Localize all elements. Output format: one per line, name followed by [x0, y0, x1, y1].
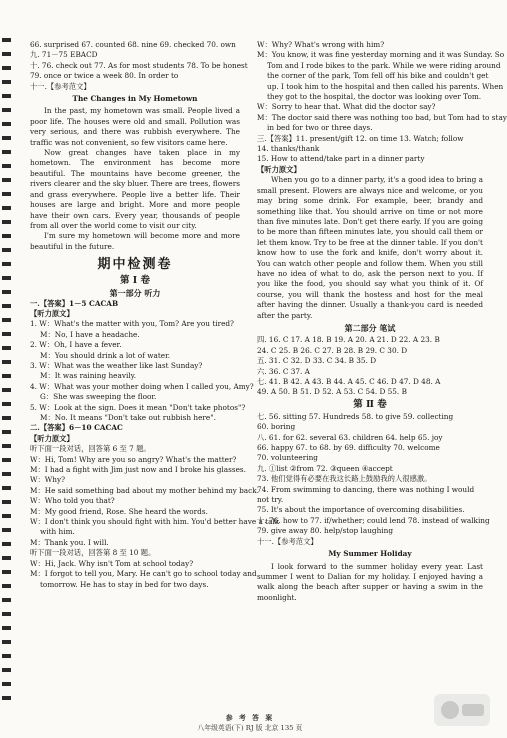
binding-mark [2, 80, 11, 84]
left-lines-line: 66. surprised 67. counted 68. nine 69. checked 70. own [30, 40, 236, 49]
listening-passage: When you go to a dinner party, it's a good idea to bring a small present. Flowers are always nice and welcome, or you may bring some drink. For example, beer, brandy and something like that. You should arrive on time or not more than five minutes late. Don't get there early. If you are going to be more than fifteen minutes late, you should call them or let them know. Try to be free at the dinner table. If you don't know how to use the fork and knife, don't worry about it. You can watch other people and follow them. When you still have no idea of what to do, ask the person next to you. If you like the food, you should say what you think of it. Of course, you will thank the hostess and host for the meal after having the dinner. Usually a thank-you card is needed after the party. [257, 175, 483, 320]
right-answers2-line: 七. 56. sitting 57. Hundreds 58. to give 59. collecting [257, 411, 454, 421]
binding-mark [2, 570, 11, 574]
binding-mark [2, 430, 11, 434]
binding-mark [2, 556, 11, 560]
binding-mark [2, 290, 11, 294]
binding-mark [2, 640, 11, 644]
left-listen-line: M：It was raining heavily. [40, 371, 137, 381]
binding-mark [2, 108, 11, 112]
left-listen-line: M：You should drink a lot of water. [40, 350, 171, 360]
left-listen-line: M：I forgot to tell you, Mary. He can't go to school today and [30, 569, 257, 579]
right-column [257, 40, 507, 603]
right-lines-line: 三.【答案】11. present/gift 12. on time 13. Watch; follow [257, 133, 464, 143]
right-answers2-line: 十一.【参考范文】 [257, 536, 318, 546]
binding-mark [2, 682, 11, 686]
binding-mark [2, 178, 11, 182]
binding-margin [0, 0, 15, 738]
left-listen-line: 【听力原文】 [30, 308, 74, 318]
left-listen-line: 2. W：Oh, I have a fever. [30, 340, 122, 350]
left-listen-line: W：I don't think you should fight with him. You'd better have a talk [30, 517, 280, 527]
binding-mark [2, 612, 11, 616]
right-answers2-line: 74. From swimming to dancing, there was nothing I would [257, 484, 475, 494]
binding-mark [2, 696, 11, 700]
left-listen-line: M：He said something bad about my mother behind my back. [30, 485, 259, 495]
right-lines-line: up. I took him to the hospital and then called his parents. When [267, 81, 504, 91]
binding-mark [2, 374, 11, 378]
volume-title-2: 第 Ⅱ 卷 [353, 398, 387, 410]
essay-title-2: My Summer Holiday [328, 549, 412, 559]
part-title-2: 第二部分 笔试 [344, 322, 396, 333]
right-lines-line: 15. How to attend/take part in a dinner party [257, 154, 425, 164]
binding-mark [2, 150, 11, 154]
binding-mark [2, 402, 11, 406]
left-lines-line: 十一.【参考范文】 [30, 81, 91, 91]
binding-mark [2, 38, 11, 42]
left-listen-line: 【听力原文】 [30, 433, 74, 443]
binding-mark [2, 122, 11, 126]
binding-mark [2, 206, 11, 210]
right-answers2-line: 73. 他们觉得有必要在我这长路上鼓励我的人很感激。 [257, 474, 432, 484]
exam-title: 期中检测卷 [97, 257, 173, 273]
binding-mark [2, 332, 11, 336]
left-listen-line: tomorrow. He has to stay in bed for two days. [40, 579, 209, 589]
binding-mark [2, 248, 11, 252]
page-footer [0, 713, 500, 734]
footer-caption: 参 考 答 案 [225, 714, 275, 722]
right-answers-line: 四. 16. C 17. A 18. B 19. A 20. A 21. D 22. A 23. B [257, 335, 440, 345]
right-answers-line: 24. C 25. B 26. C 27. B 28. B 29. C 30. D [257, 345, 408, 355]
left-lines-line: 九. 71－75 EBACD [30, 50, 98, 60]
binding-mark [2, 234, 11, 238]
left-listen-line: M：Thank you. I will. [30, 537, 109, 547]
binding-mark [2, 262, 11, 266]
essay-paragraph: I'm sure my hometown will become more and more beautiful in the future. [30, 231, 240, 251]
right-lines-line: Tom and I rode bikes to the park. While we were riding around [267, 60, 501, 70]
binding-mark [2, 584, 11, 588]
binding-mark [2, 360, 11, 364]
binding-mark [2, 458, 11, 462]
binding-mark [2, 66, 11, 70]
binding-mark [2, 304, 11, 308]
binding-mark [2, 486, 11, 490]
left-listen-line: W：Who told you that? [30, 496, 115, 506]
binding-mark [2, 318, 11, 322]
right-answers2-line: 九. ①list ②from 72. ③queen ④accept [257, 463, 393, 473]
binding-mark [2, 388, 11, 392]
binding-mark [2, 500, 11, 504]
left-listen-line: M：My good friend, Rose. She heard the words. [30, 506, 208, 516]
left-listen-line: W：Hi, Tom! Why are you so angry? What's the matter? [30, 454, 237, 464]
binding-mark [2, 654, 11, 658]
right-lines-line: in bed for two or three days. [267, 123, 373, 133]
right-answers2-line: 十. 76. how to 77. if/whether; could lend 78. instead of walking [257, 515, 490, 525]
part-title: 第一部分 听力 [109, 288, 161, 299]
right-answers2-line: 70. volunteering [257, 453, 318, 463]
binding-mark [2, 472, 11, 476]
binding-mark [2, 276, 11, 280]
left-listen-line: G：She was sweeping the floor. [40, 392, 157, 402]
left-listen-line: M：No. It means "Don't take out rubbish here". [40, 413, 216, 422]
left-listen-line: 5. W：Look at the sign. Does it mean "Don't take photos"? [30, 402, 246, 412]
right-answers-line: 49. A 50. B 51. D 52. A 53. C 54. D 55. B [257, 387, 407, 397]
footer-info: 八年级英语(下) RJ 版 北京 135 页 [197, 724, 303, 733]
left-listen-line: W：Why? [30, 475, 66, 485]
binding-mark [2, 542, 11, 546]
right-lines-line: W：Sorry to hear that. What did the doctor say? [257, 102, 436, 112]
essay-paragraph: I look forward to the summer holiday every year. Last summer I went to Dalian for my holiday. I enjoyed having a walk along the beach after supper or having a swim in the moonlight. [257, 561, 483, 602]
binding-mark [2, 416, 11, 420]
right-answers-line: 五. 31. C 32. D 33. C 34. B 35. D [257, 356, 377, 366]
right-lines-line: they got to the hospital, the doctor was looking over Tom. [267, 92, 482, 102]
right-answers-line: 七. 41. B 42. A 43. B 44. A 45. C 46. D 47. D 48. A [257, 377, 441, 386]
left-listen-line: W：Hi, Jack. Why isn't Tom at school today? [30, 558, 194, 568]
binding-mark [2, 346, 11, 350]
binding-mark [2, 52, 11, 56]
binding-mark [2, 626, 11, 630]
right-lines-line: M：The doctor said there was nothing too bad, but Tom had to stay [257, 112, 507, 122]
right-answers2-line: 66. happy 67. to 68. by 69. difficulty 70. welcome [257, 443, 440, 453]
right-lines-line: M：You know, it was fine yesterday morning and it was Sunday. So [257, 50, 505, 60]
essay-paragraph: Now great changes have taken place in my hometown. The environment has become more beautiful. The mountains have become greener, the rivers clearer and the sky bluer. There are trees, flowers and grass everywhere. People live a better life. Their houses are large and bright. More and more people have their own cars. Every year, thousands of people from all over the world come to visit our city. [30, 148, 240, 230]
left-listen-line: M：I had a fight with Jim just now and I broke his glasses. [30, 465, 246, 475]
right-lines-line: 【听力原文】 [257, 164, 301, 174]
left-listen-line: 4. W：What was your mother doing when I called you, Amy? [30, 381, 254, 391]
right-lines-line: W：Why? What's wrong with him? [257, 40, 385, 49]
right-answers2-line: 八. 61. for 62. several 63. children 64. help 65. joy [257, 432, 443, 442]
left-listen-line: 一.【答案】1－5 CACAB [30, 298, 119, 308]
binding-mark [2, 164, 11, 168]
binding-mark [2, 136, 11, 140]
essay-paragraph: In the past, my hometown was small. People lived a poor life. The houses were old and small. Pollution was very serious, and there was rubbish everywhere. The traffic was not convenient, so few visitors came here. [30, 106, 240, 147]
left-lines-line: 79. once or twice a week 80. In order to [30, 71, 179, 81]
left-listen-line: M：No, I have a headache. [40, 329, 140, 339]
left-lines-line: 十. 76. check out 77. As for most students 78. To be honest [30, 60, 248, 70]
left-listen-line: 二.【答案】6－10 CACAC [30, 423, 123, 433]
binding-mark [2, 598, 11, 602]
watermark-logo [432, 690, 492, 730]
binding-mark [2, 220, 11, 224]
right-answers2-line: not try. [257, 495, 284, 505]
left-listen-line: 1. W：What's the matter with you, Tom? Are you tired? [30, 319, 234, 329]
right-answers2-line: 60. boring [257, 422, 296, 432]
essay-title: The Changes in My Hometown [72, 94, 198, 104]
binding-mark [2, 528, 11, 532]
left-listen-line: 听下面一段对话，回答第 8 至 10 题。 [30, 548, 156, 558]
volume-title: 第 Ⅰ 卷 [119, 275, 151, 287]
binding-mark [2, 668, 11, 672]
binding-mark [2, 94, 11, 98]
binding-mark [2, 514, 11, 518]
right-answers-line: 六. 36. C 37. A [257, 366, 310, 376]
binding-mark [2, 192, 11, 196]
right-answers2-line: 79. give away 80. help/stop laughing [257, 526, 394, 536]
left-listen-line: 听下面一段对话，回答第 6 至 7 题。 [30, 444, 151, 454]
right-lines-line: the corner of the park, Tom fell off his bike and couldn't get [267, 71, 489, 81]
right-answers2-line: 75. It's about the importance of overcoming disabilities. [257, 505, 465, 515]
binding-mark [2, 444, 11, 448]
left-listen-line: with him. [40, 527, 75, 537]
right-lines-line: 14. thanks/thank [257, 144, 320, 154]
left-listen-line: 3. W：What was the weather like last Sunday? [30, 360, 203, 370]
